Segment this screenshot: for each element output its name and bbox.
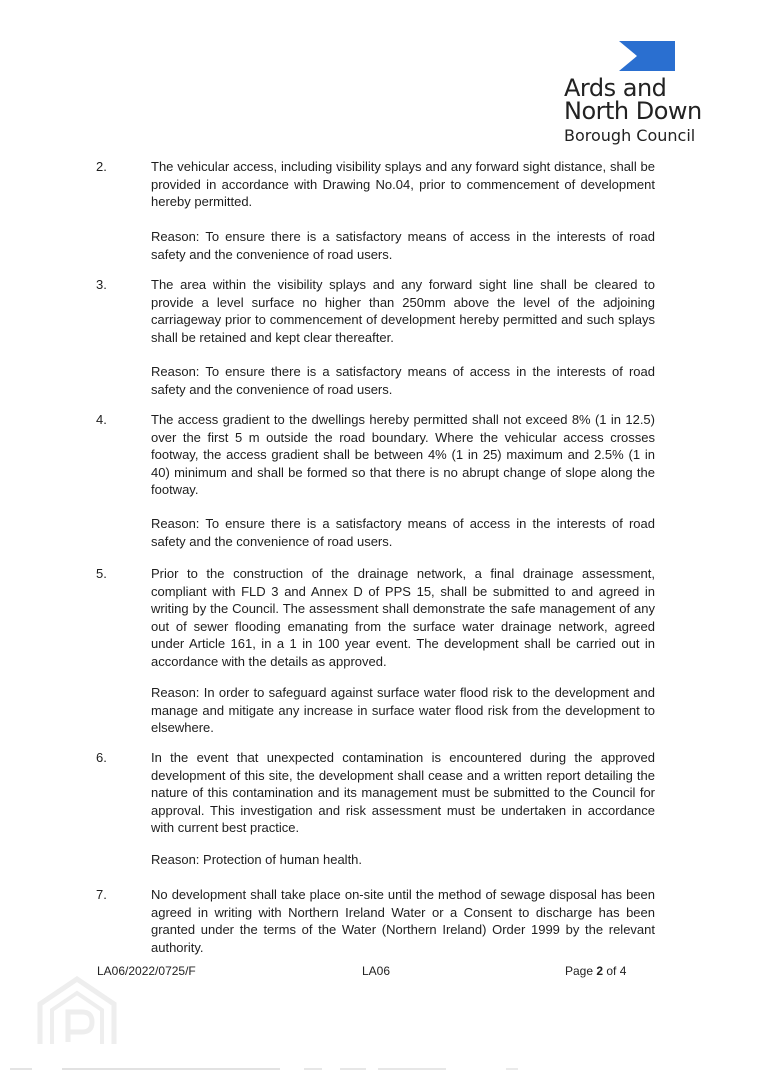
logo-text-line3: Borough Council — [564, 126, 696, 145]
condition-number: 2. — [96, 159, 107, 174]
condition-number: 7. — [96, 887, 107, 902]
condition-reason: Reason: In order to safeguard against surface water flood risk to the development and manage and mitigate any increase in surface water flood risk from the development to elsewhere. — [151, 685, 655, 735]
condition-text: The vehicular access, including visibility splays and any forward sight distance, shall be provided in accordance with Drawing No.04, prior to commencement of development hereby permitted. — [151, 159, 655, 209]
condition-reason: Reason: To ensure there is a satisfactory means of access in the interests of road safety and the convenience of road users. — [151, 364, 655, 397]
flag-icon — [619, 41, 675, 71]
logo-text-line1: Ards and — [564, 74, 667, 102]
condition-reason: Reason: To ensure there is a satisfactory means of access in the interests of road safety and the convenience of road users. — [151, 516, 655, 549]
page-mid: of — [603, 964, 620, 978]
page-indicator — [565, 964, 626, 978]
property-house-p-icon — [36, 976, 118, 1046]
page-total: 4 — [619, 964, 627, 978]
scan-edge-divider — [6, 1068, 758, 1070]
council-logo — [563, 40, 723, 155]
page-prefix: Page — [565, 964, 597, 978]
footer-reference: LA06/2022/0725/F — [97, 964, 196, 978]
condition-text: Prior to the construction of the drainage network, a final drainage assessment, compliant with FLD 3 and Annex D of PPS 15, shall be submitted to and agreed in writing by the Council. The assessment shall demonstrate the safe management of any out of sewer flooding emanating from the surface water drainage network, agreed under Article 161, in a 1 in 100 year event. The development shall be carried out in accordance with the details as approved. — [151, 566, 655, 669]
condition-number: 3. — [96, 277, 107, 292]
condition-text: The access gradient to the dwellings hereby permitted shall not exceed 8% (1 in 12.5) over the first 5 m outside the road boundary. Where the vehicular access crosses footway, the access gradient shall be between 4% (1 in 25) maximum and 2.5% (1 in 40) minimum and shall be formed so that there is no abrupt change of slope along the footway. — [151, 412, 655, 497]
footer-area-code: LA06 — [362, 964, 391, 978]
condition-number: 6. — [96, 750, 107, 765]
logo-text-line2: North Down — [564, 97, 702, 125]
page-current: 2 — [596, 964, 604, 978]
condition-number: 4. — [96, 412, 107, 427]
condition-reason: Reason: To ensure there is a satisfactory means of access in the interests of road safety and the convenience of road users. — [151, 229, 655, 262]
condition-text: In the event that unexpected contamination is encountered during the approved development of this site, the development shall cease and a written report detailing the nature of this contamination and its management must be submitted to the Council for approval. This investigation and risk assessment must be undertaken in accordance with current best practice. — [151, 750, 655, 835]
condition-reason: Reason: Protection of human health. — [151, 852, 363, 867]
condition-text: The area within the visibility splays and any forward sight line shall be cleared to provide a level surface no higher than 250mm above the level of the adjoining carriageway prior to commencement of development hereby permitted and such splays shall be retained and kept clear thereafter. — [151, 277, 655, 345]
condition-text: No development shall take place on-site until the method of sewage disposal has been agreed in writing with Northern Ireland Water or a Consent to discharge has been granted under the terms of the Water (Northern Ireland) Order 1999 by the relevant authority. — [151, 887, 655, 955]
condition-number: 5. — [96, 566, 107, 581]
